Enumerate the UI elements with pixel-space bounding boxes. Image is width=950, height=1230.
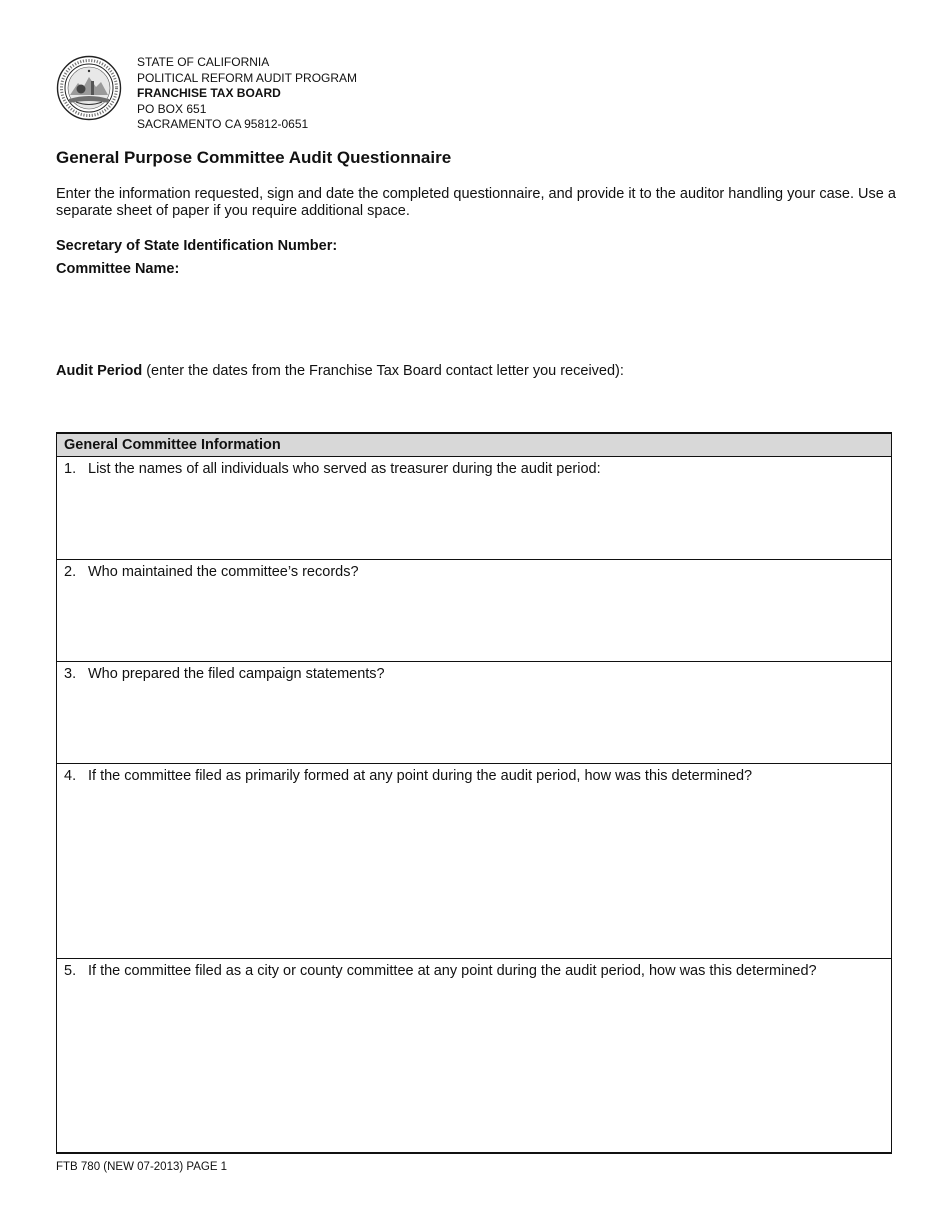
question-text: Who maintained the committee’s records? — [88, 564, 359, 580]
question-text: If the committee filed as a city or county committee at any point during the audit period, how was this determined? — [88, 963, 817, 979]
agency-po-box: PO BOX 651 — [137, 101, 207, 116]
audit-period-label: Audit Period — [56, 363, 143, 379]
committee-info-table — [56, 432, 892, 1154]
audit-period-field — [56, 363, 624, 379]
question-number: 1. — [64, 461, 77, 477]
page-title: General Purpose Committee Audit Questionnaire — [56, 148, 452, 167]
question-row-4[interactable] — [57, 764, 891, 959]
sos-id-label: Secretary of State Identification Number: — [56, 238, 338, 254]
agency-program: POLITICAL REFORM AUDIT PROGRAM — [137, 70, 358, 85]
question-text: If the committee filed as primarily formed at any point during the audit period, how was this determined? — [88, 768, 753, 784]
question-number: 3. — [64, 666, 77, 682]
question-number: 2. — [64, 564, 77, 580]
question-text: List the names of all individuals who served as treasurer during the audit period: — [88, 461, 601, 477]
question-text: Who prepared the filed campaign statements? — [88, 666, 385, 682]
question-row-5[interactable] — [57, 959, 891, 1152]
agency-state: STATE OF CALIFORNIA — [137, 55, 270, 69]
question-row-1[interactable] — [57, 457, 891, 560]
agency-city: SACRAMENTO CA 95812-0651 — [137, 117, 309, 132]
question-number: 5. — [64, 963, 77, 979]
question-number: 4. — [64, 768, 77, 784]
form-footer: FTB 780 (NEW 07-2013) PAGE 1 — [56, 1161, 228, 1173]
audit-period-note: (enter the dates from the Franchise Tax Board contact letter you received): — [142, 363, 624, 379]
instructions-text: Enter the information requested, sign and date the completed questionnaire, and provide it to the auditor handling your case. Use a separate sheet of paper if you require additional space. — [56, 186, 896, 219]
agency-name: FRANCHISE TAX BOARD — [137, 86, 281, 101]
question-row-2[interactable] — [57, 560, 891, 662]
agency-address-block — [137, 55, 357, 133]
state-seal-icon — [56, 55, 122, 121]
section-header: General Committee Information — [57, 434, 891, 457]
question-row-3[interactable] — [57, 662, 891, 764]
committee-name-label: Committee Name: — [56, 261, 180, 277]
